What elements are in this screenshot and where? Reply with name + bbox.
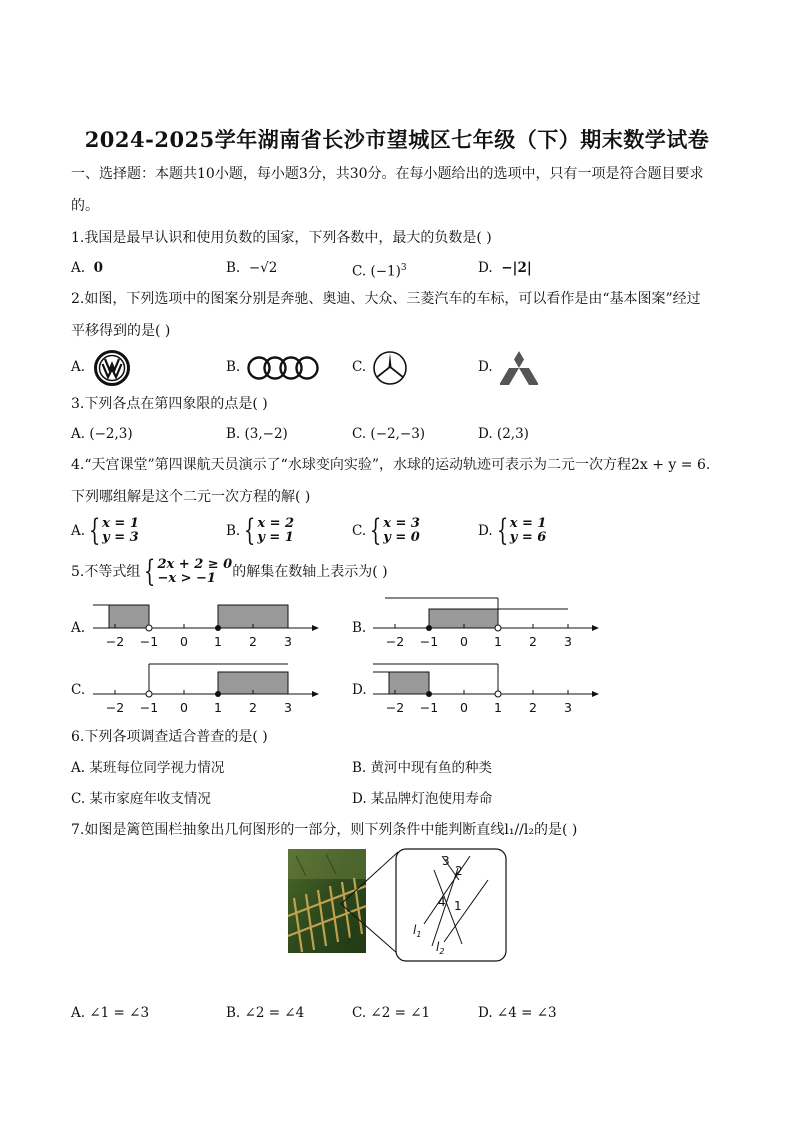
- number-line-c: [90, 658, 322, 714]
- section-heading-cont: 的。: [71, 198, 99, 214]
- q2-stem-cont: 平移得到的是( ): [71, 323, 171, 339]
- section-heading: 一、选择题：本题共10小题，每小题3分，共30分。在每小题给出的选项中，只有一项是符合题目要求: [71, 166, 704, 182]
- q2-option-d-label: D.: [478, 359, 493, 375]
- tick-label: −1: [139, 700, 159, 714]
- tick-label: 1: [494, 634, 502, 649]
- tick-label: 2: [249, 634, 257, 649]
- q4-stem: 4.“天宫课堂”第四课航天员演示了“水球变向实验”，水球的运动轨迹可表示为二元一次方程2x + y = 6.: [71, 457, 711, 473]
- angle-2-label: 2: [455, 864, 463, 878]
- q7-option-a: A. ∠1 = ∠3: [71, 1005, 150, 1021]
- q5-option-b-label: B.: [352, 620, 367, 636]
- q3-option-b: B. (3,−2): [226, 426, 288, 442]
- tick-label: 3: [564, 634, 572, 649]
- tick-label: 2: [249, 700, 257, 714]
- q6-option-d: D. 某品牌灯泡使用寿命: [352, 791, 493, 807]
- page-title: 2024-2025学年湖南省长沙市望城区七年级（下）期末数学试卷: [84, 127, 710, 152]
- q1-stem: 1.我国是最早认识和使用负数的国家，下列各数中，最大的负数是( ): [71, 230, 492, 246]
- q6-option-b: B. 黄河中现有鱼的种类: [352, 760, 493, 776]
- q2-stem: 2.如图，下列选项中的图案分别是奔驰、奥迪、大众、三菱汽车的车标，可以看作是由“基本图案”经过: [71, 291, 701, 307]
- mercedes-logo-icon: [372, 350, 408, 386]
- angle-1-label: 1: [454, 899, 462, 913]
- tick-label: 0: [180, 634, 188, 649]
- tick-label: −2: [105, 634, 125, 649]
- audi-logo-icon: [246, 355, 320, 381]
- q4-option-c: C. { x = 3 y = 0: [352, 513, 420, 548]
- q2-option-a-label: A.: [71, 359, 86, 375]
- tick-label: −2: [105, 700, 125, 714]
- q6-option-a: A. 某班每位同学视力情况: [71, 760, 225, 776]
- q7-option-b: B. ∠2 = ∠4: [226, 1005, 305, 1021]
- q7-option-c: C. ∠2 = ∠1: [352, 1005, 431, 1021]
- q5-option-a-label: A.: [71, 620, 86, 636]
- angle-4-label: 4: [438, 895, 446, 909]
- number-line-a: [90, 600, 322, 650]
- angle-3-label: 3: [442, 854, 450, 868]
- line-l1-label: $l_1$: [413, 923, 422, 939]
- q7-option-d: D. ∠4 = ∠3: [478, 1005, 557, 1021]
- tick-label: 1: [214, 700, 222, 714]
- tick-label: 0: [460, 634, 468, 649]
- q6-stem: 6.下列各项调查适合普查的是( ): [71, 729, 268, 745]
- fence-photo: [288, 849, 366, 953]
- tick-label: −2: [385, 634, 405, 649]
- q3-stem: 3.下列各点在第四象限的点是( ): [71, 396, 268, 412]
- tick-label: 2: [529, 700, 537, 714]
- tick-label: 1: [214, 634, 222, 649]
- volkswagen-logo-icon: [94, 350, 130, 386]
- tick-label: 3: [564, 700, 572, 714]
- tick-label: −1: [419, 700, 439, 714]
- tick-label: 2: [529, 634, 537, 649]
- q1-option-a: A. 0: [71, 260, 104, 276]
- tick-label: −2: [385, 700, 405, 714]
- tick-label: 0: [460, 700, 468, 714]
- number-line-d: [370, 658, 602, 714]
- q3-option-d: D. (2,3): [478, 426, 529, 442]
- q2-option-b-label: B.: [226, 359, 241, 375]
- tick-label: 3: [284, 700, 292, 714]
- q7-stem: 7.如图是篱笆围栏抽象出几何图形的一部分，则下列条件中能判断直线l₁//l₂的是( ): [71, 822, 578, 838]
- mitsubishi-logo-icon: [500, 350, 538, 386]
- q1-option-b: B. −√2: [226, 260, 278, 276]
- tick-label: 3: [284, 634, 292, 649]
- tick-label: −1: [419, 634, 439, 649]
- fence-figure: [286, 846, 522, 964]
- q5-option-d-label: D.: [352, 682, 367, 698]
- tick-label: 0: [180, 700, 188, 714]
- q3-option-a: A. (−2,3): [71, 426, 133, 442]
- q5-option-c-label: C.: [71, 682, 86, 698]
- q4-stem-cont: 下列哪组解是这个二元一次方程的解( ): [71, 489, 311, 505]
- line-l2-label: $l_2$: [436, 940, 445, 956]
- tick-label: 1: [494, 700, 502, 714]
- q4-option-b: B. { x = 2 y = 1: [226, 513, 295, 548]
- q1-option-d: D. −|2|: [478, 260, 532, 276]
- number-line-b: [370, 594, 602, 650]
- q3-option-c: C. (−2,−3): [352, 426, 426, 442]
- q5-stem: 5.不等式组 { 2x + 2 ≥ 0 −x > −1 的解集在数轴上表示为( ): [71, 554, 388, 589]
- q4-option-a: A. { x = 1 y = 3: [71, 513, 139, 548]
- q1-option-c: C. $(-1)^3$: [352, 263, 407, 280]
- q4-option-d: D. { x = 1 y = 6: [478, 513, 547, 548]
- tick-label: −1: [139, 634, 159, 649]
- q2-option-c-label: C.: [352, 359, 367, 375]
- q6-option-c: C. 某市家庭年收支情况: [71, 791, 211, 807]
